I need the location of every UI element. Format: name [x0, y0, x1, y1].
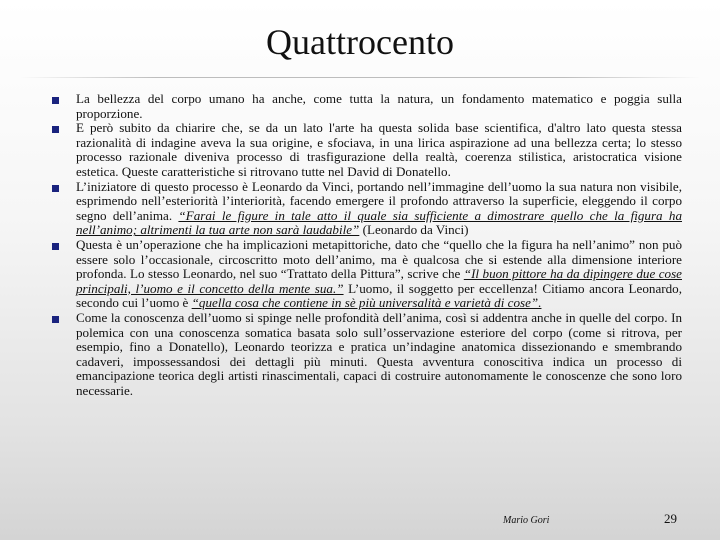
square-bullet-icon	[52, 243, 59, 250]
title-divider	[20, 77, 700, 78]
quote-text: “Farai le figure in tale atto il quale sia sufficiente a dimostrare quello che la figura ha nell’animo; altrimenti la tua arte non sarà laudabile”	[76, 207, 682, 238]
square-bullet-icon	[52, 185, 59, 192]
footer-author: Mario Gori	[503, 515, 550, 526]
bullet-text: Questa è un’operazione che ha implicazioni metapittoriche, dato che “quello che la figura ha nell’animo” non può essere solo l’occasionale, circoscritto moto dell’animo, ma è qualcosa che si estende alla dimensione interiore profonda. Lo stesso Leonardo, nel suo “Trattato della Pittura”, scrive che	[76, 236, 682, 282]
bullet-text: L’uomo, il soggetto per eccellenza! Citiamo ancora Leonardo, secondo cui l’uomo è	[76, 280, 682, 311]
bullet-text: La bellezza del corpo umano ha anche, come tutta la natura, un fondamento matematico e poggia sulla proporzione.	[76, 91, 682, 121]
square-bullet-icon	[52, 97, 59, 104]
bullet-item	[52, 92, 682, 121]
square-bullet-icon	[52, 126, 59, 133]
square-bullet-icon	[52, 316, 59, 323]
bullet-text: (Leonardo da Vinci)	[359, 222, 469, 238]
bullet-item	[52, 180, 682, 238]
bullet-item	[52, 121, 682, 179]
bullet-item	[52, 311, 682, 399]
bullet-list	[52, 92, 682, 398]
slide-title: Quattrocento	[266, 22, 454, 62]
bullet-item	[52, 238, 682, 311]
quote-text: “Il buon pittore ha da dipingere due cose principali, l’uomo e il concetto della mente sua.”	[76, 266, 682, 296]
bullet-text: L’iniziatore di questo processo è Leonardo da Vinci, portando nell’immagine dell’uomo la sua natura non visibile, esprimendo nell’esteriorità l’interiorità, facendo emergere il profondo attraverso la superficie, eleggendo il corpo segno dell’anima.	[76, 178, 682, 223]
slide-number: 29	[664, 511, 677, 526]
bullet-text: E però subito da chiarire che, se da un lato l'arte ha questa solida base scientifica, d'altro lato questa stessa razionalità di indagine aveva la sua origine, e sfociava, in una lirica aspirazione ad una bellezza certa; lo stesso processo razionale diveniva processo di trasfigurazione della realtà, coerenza stilistica, aristocratica visione estetica. Queste caratteristiche si ritrovano tutte nel David di Donatello.	[76, 120, 682, 179]
bullet-text: Come la conoscenza dell’uomo si spinge nelle profondità dell’anima, così si addentra anche in quelle del corpo. In polemica con una conoscenza somatica basata solo sull’osservazione esteriore del corpo (come si ritrova, per esempio, fino a Donatello), Leonardo teorizza e pratica un’indagine anatomica dissezionando e smembrando cadaveri, impossessandosi dei dettagli più minuti. Questa avventura conoscitiva indica un processo di emancipazione teorica degli artisti rinascimentali, capaci di costruire autonomamente le conoscenze che sono loro necessarie.	[76, 309, 682, 398]
quote-text: “quella cosa che contiene in sè più universalità e varietà di cose”.	[191, 295, 542, 311]
